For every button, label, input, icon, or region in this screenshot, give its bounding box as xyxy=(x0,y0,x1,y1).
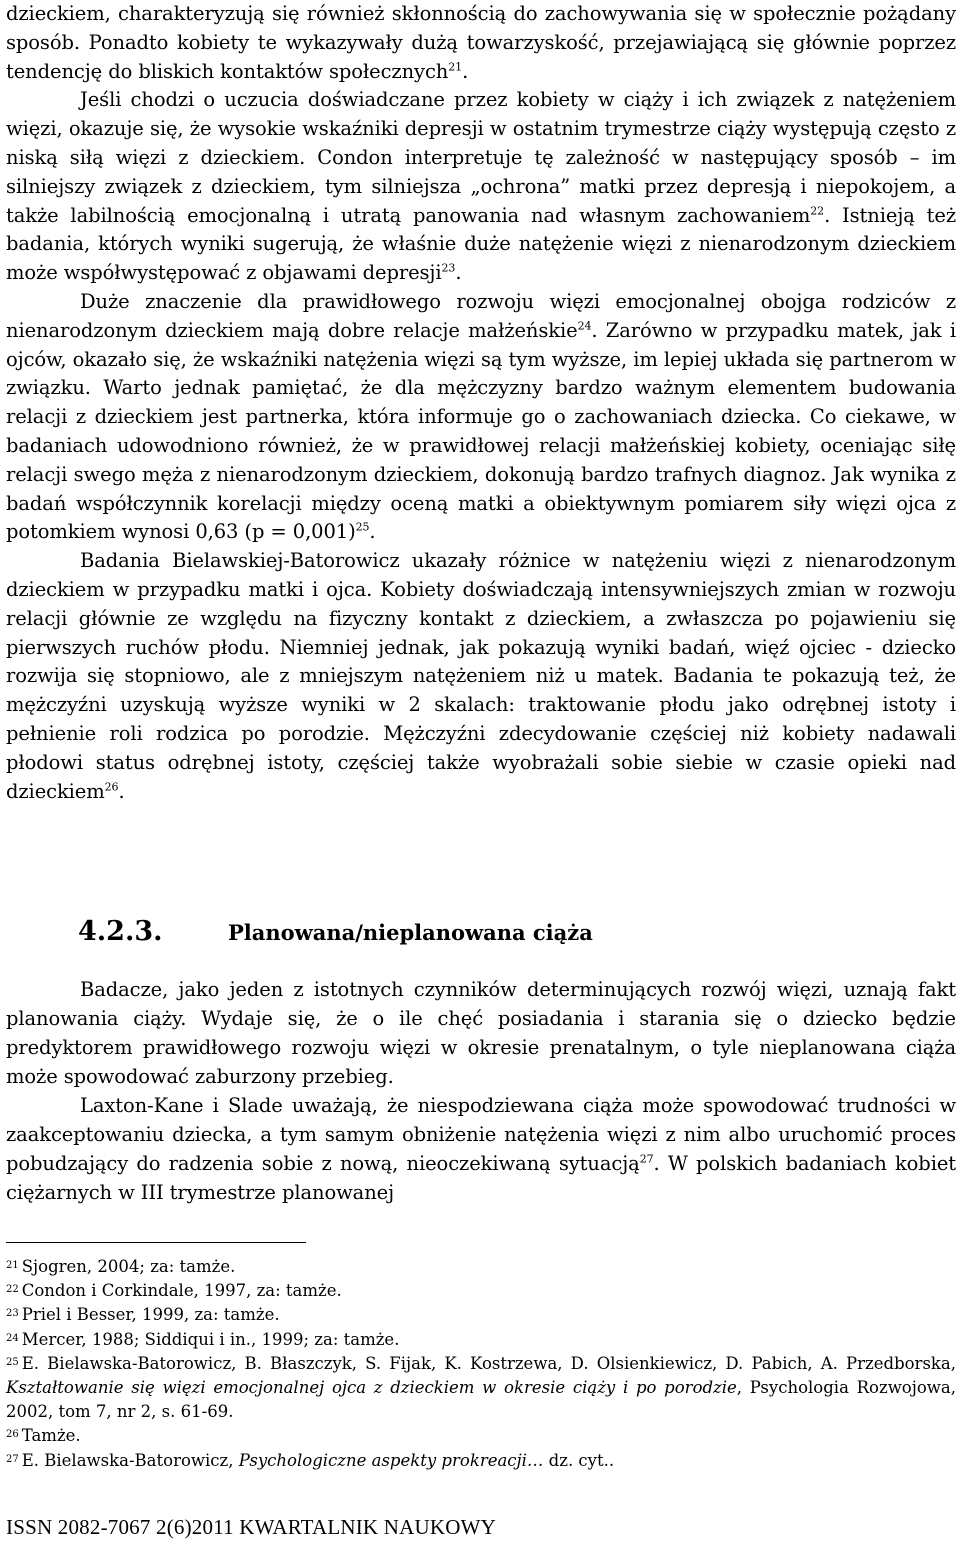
footnote-ref-23[interactable]: 23 xyxy=(441,261,456,275)
footnote-24: $^{24}$ Mercer, 1988; Siddiqui i in., 1999; za: tamże. xyxy=(6,1329,400,1349)
paragraph-3: Duże znaczenie dla prawidłowego rozwoju więzi emocjonalnej obojga rodziców z nienarodzonym dzieckiem mają dobre relacje małżeńskie$^{24}$. Zarówno w przypadku matek, jak i ojców, okazało się, że wskaźniki natężenia więzi są tym wyższe, im lepiej układa się partnerom w związku. Warto jednak pamiętać, że dla mężczyzny bardzo ważnym elementem budowania relacji z dzieckiem jest partnerka, która informuje go o zachowaniach dziecka. Co ciekawe, w badaniach udowodniono również, że w prawidłowej relacji małżeńskiej kobiety, oceniając siłę relacji swego męża z nienarodzonym dzieckiem, dokonują bardzo trafnych diagnoz. Jak wynika z badań współczynnik korelacji między oceną matki a obiektywnym pomiarem siły więzi ojca z potomkiem wynosi 0,63 (p = 0,001)$^{25}$. xyxy=(6,289,956,544)
section-heading xyxy=(78,916,593,947)
body-text xyxy=(6,0,956,806)
footnote-27: $^{27}$ E. Bielawska-Batorowicz, Psychologiczne aspekty prokreacji… dz. cyt.. xyxy=(6,1450,615,1470)
footnote-26: $^{26}$ Tamże. xyxy=(6,1426,81,1446)
footnote-21: $^{21}$ Sjogren, 2004; za: tamże. xyxy=(6,1257,236,1276)
paragraph-6: Laxton-Kane i Slade uważają, że niespodziewana ciąża może spowodować trudności w zaakceptowaniu dziecka, a tym samym obniżenie natężenia więzi z nim albo uruchomić proces pobudzający do radzenia sobie z nową, nieoczekiwaną sytuacją$^{27}$. W polskich badaniach kobiet ciężarnych w III trymestrze planowanej xyxy=(6,1094,957,1204)
paragraph-1: dzieckiem, charakteryzują się również skłonnością do zachowywania się w społecznie pożądany sposób. Ponadto kobiety te wykazywały dużą towarzyskość, przejawiającą się głównie poprzez tendencję do bliskich kontaktów społecznych$^{21}$. xyxy=(6,2,956,83)
footnote-ref-22[interactable]: 22 xyxy=(810,204,825,218)
footnote-ref-27[interactable]: 27 xyxy=(639,1152,654,1166)
paragraph-4: Badania Bielawskiej-Batorowicz ukazały różnice w natężeniu więzi z nienarodzonym dzieckiem w przypadku matki i ojca. Kobiety doświadczają intensywniejszych zmian w rozwoju relacji głównie ze względu na fizyczny kontakt z dzieckiem, a zwłaszcza po pojawieniu się pierwszych ruchów płodu. Niemniej jednak, jak pokazują wyniki badań, więź ojciec - dziecko rozwija się stopniowo, ale z mniejszym natężeniem niż u matek. Badania te pokazują też, że mężczyźni uzyskują wyższe wyniki w 2 skalach: traktowanie płodu jako odrębnej istoty i pełnienie roli rodzica po porodzie. Mężczyźni zdecydowanie częściej niż kobiety nadawali płodowi status odrębnej istoty, częściej także wyobrażali sobie siebie w czasie opieki nad dzieckiem$^{26}$. xyxy=(6,549,956,803)
footnote-ref-26[interactable]: 26 xyxy=(104,780,119,794)
footnote-ref-24[interactable]: 24 xyxy=(577,319,592,333)
paragraph-2: Jeśli chodzi o uczucia doświadczane przez kobiety w ciąży i ich związek z natężeniem więzi, okazuje się, że wysokie wskaźniki depresji w ostatnim trymestrze ciąży występują często z niską siłą więzi z dzieckiem. Condon interpretuje tę zależność w następujący sposób – im silniejszy związek z dzieckiem, tym silniejsza „ochrona” matki przez depresją i niepokojem, a także labilnością emocjonalną i utratą panowania nad własnym zachowaniem$^{22}$. Istnieją też badania, których wyniki sugerują, że właśnie duże natężenie więzi z nienarodzonym dzieckiem może współwystępować z objawami depresji$^{23}$. xyxy=(6,88,956,285)
footnotes xyxy=(6,1255,956,1473)
section-body xyxy=(6,975,956,1207)
paragraph-5: Badacze, jako jeden z istotnych czynników determinujących rozwój więzi, uznają fakt planowania ciąży. Wydaje się, że o ile chęć posiadania i starania się o dziecko będzie predyktorem prawidłowego rozwoju więzi w okresie prenatalnym, o tyle nieplanowana ciąża może spowodować zaburzony przebieg. xyxy=(6,978,956,1088)
footnote-ref-21[interactable]: 21 xyxy=(448,60,463,74)
footnote-22: $^{22}$ Condon i Corkindale, 1997, za: tamże. xyxy=(6,1281,342,1301)
footnote-separator xyxy=(6,1242,306,1243)
footnote-25: $^{25}$ E. Bielawska-Batorowicz, B. Błaszczyk, S. Fijak, K. Kostrzewa, D. Olsienkiewicz, D. Pabich, A. Przedborska, Kształtowanie się więzi emocjonalnej ojca z dzieckiem w okresie ciąży i po porodzie, Psychologia Rozwojowa, 2002, tom 7, nr 2, s. 61-69. xyxy=(6,1353,956,1422)
section-number: 4.2.3. xyxy=(78,916,163,947)
section-title: Planowana/nieplanowana ciąża xyxy=(228,920,593,945)
footnote-23: $^{23}$ Priel i Besser, 1999, za: tamże. xyxy=(6,1305,280,1325)
journal-footer: ISSN 2082-7067 2(6)2011 KWARTALNIK NAUKOWY xyxy=(6,1515,496,1539)
footnote-ref-25[interactable]: 25 xyxy=(355,520,370,534)
